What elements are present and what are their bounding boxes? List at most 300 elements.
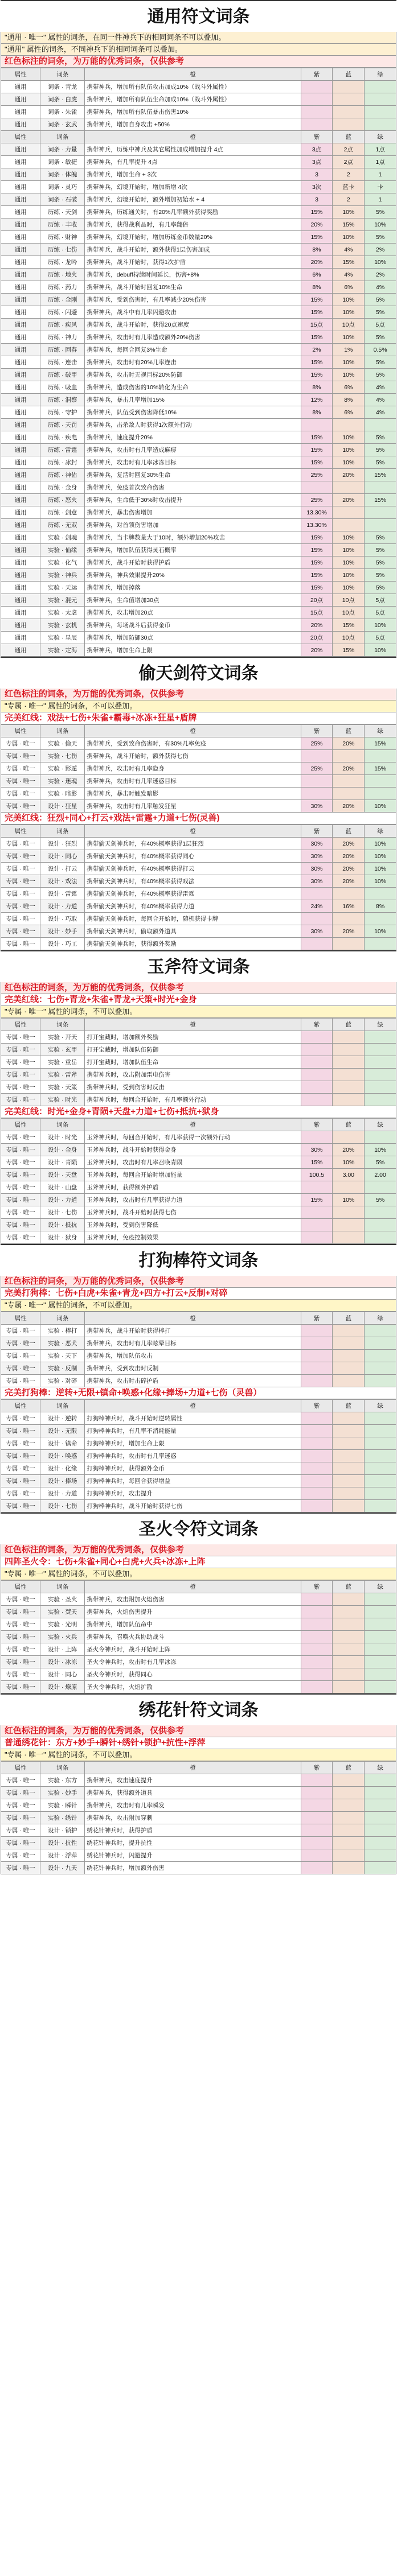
section-note: 完美红线：时光+金身+青陨+天盘+力道+七伤+抵抗+狱身: [1, 1106, 396, 1118]
desc-cell: 携带神兵，增加生命 + 3次: [85, 168, 301, 181]
entry-cell: 实验 · 东方: [40, 1774, 85, 1787]
table-row: [1, 1606, 396, 1618]
table-row: [1, 1131, 396, 1144]
desc-cell: 玉斧神兵时，攻击时有几率召唤青陨: [85, 1156, 301, 1169]
value-cell: 5%: [365, 306, 396, 319]
desc-cell: 打狗棒神兵时，有几率不消耗能量: [85, 1425, 301, 1437]
table-row: [1, 356, 396, 369]
value-cell: [333, 938, 365, 950]
desc-cell: 携带神兵，历练中神兵及其它属性加成增加提升 4点: [85, 143, 301, 156]
value-cell: 20%: [333, 1144, 365, 1156]
entry-cell: 设计 · 青陨: [40, 1156, 85, 1169]
value-cell: 卡: [365, 181, 396, 193]
value-cell: [365, 1337, 396, 1350]
desc-cell: 绣花针神兵时，获得护盾: [85, 1824, 301, 1837]
table-row: [1, 1219, 396, 1231]
value-cell: [333, 1181, 365, 1194]
value-cell: [333, 1787, 365, 1799]
table-header-row: [1, 1019, 396, 1031]
entry-cell: 实验 · 七伤: [40, 750, 85, 763]
value-cell: [333, 1375, 365, 1387]
entry-cell: 设计 · 燎原: [40, 1681, 85, 1693]
value-cell: 4%: [365, 394, 396, 406]
attr-cell: 通用: [1, 106, 40, 118]
value-cell: 5%: [365, 1194, 396, 1206]
attr-cell: 专属 · 唯一: [1, 737, 40, 750]
column-header: 紫: [301, 1581, 333, 1593]
desc-cell: 携带神兵时，每回合开始时，有几率额外行动: [85, 1094, 301, 1106]
desc-cell: 携带神兵，暴击时触发暗影: [85, 788, 301, 800]
desc-cell: 携带神兵，增加防御30点: [85, 632, 301, 644]
table-row: [1, 1325, 396, 1337]
value-cell: 6%: [301, 269, 333, 281]
column-header: 绿: [365, 825, 396, 838]
value-cell: [301, 1631, 333, 1643]
value-cell: [365, 1069, 396, 1081]
value-cell: 10%: [333, 557, 365, 569]
value-cell: [365, 1681, 396, 1693]
table-row: [1, 582, 396, 594]
attr-cell: 专属 · 唯一: [1, 1606, 40, 1618]
entry-cell: 设计 · 金身: [40, 1144, 85, 1156]
table-row: [1, 519, 396, 531]
table-row: [1, 168, 396, 181]
entry-cell: 设计 · 妙手: [40, 925, 85, 938]
table-row: [1, 1350, 396, 1362]
value-cell: 16%: [333, 900, 365, 913]
column-header: 绿: [365, 68, 396, 81]
value-cell: 10%: [365, 256, 396, 269]
value-cell: [365, 1606, 396, 1618]
section-note: 普通绣花针：东方+妙手+瞬针+绣针+锁护+抗性+浮萍: [1, 1737, 396, 1749]
desc-cell: 圣火令神兵时，获得同心: [85, 1668, 301, 1681]
value-cell: [333, 1450, 365, 1462]
attr-cell: 通用: [1, 607, 40, 619]
attr-cell: 通用: [1, 118, 40, 131]
value-cell: [301, 1362, 333, 1375]
attr-cell: 通用: [1, 331, 40, 344]
entry-cell: 历练 · 闪避: [40, 306, 85, 319]
entry-cell: 历练 · 怒火: [40, 494, 85, 506]
table-header-row: [1, 1762, 396, 1774]
table-row: [1, 306, 396, 319]
entry-cell: 历练 · 疾电: [40, 431, 85, 444]
desc-cell: 携带神兵，攻击速度提升: [85, 1774, 301, 1787]
column-header: 紫: [301, 1762, 333, 1774]
value-cell: [365, 481, 396, 494]
table-row: [1, 369, 396, 381]
value-cell: [301, 419, 333, 431]
section-note: 红色标注的词条，为万能的优秀词条，仅供参考: [1, 56, 396, 68]
value-cell: [333, 1031, 365, 1044]
rune-section: [1, 1512, 396, 1693]
value-cell: [365, 1031, 396, 1044]
desc-cell: 携带神兵，造成伤害的10%转化为生命: [85, 381, 301, 394]
desc-cell: 携带神兵，战斗开始时，获得20点速度: [85, 319, 301, 331]
table-row: [1, 193, 396, 206]
attr-cell: 通用: [1, 294, 40, 306]
column-header: 蓝: [333, 825, 365, 838]
desc-cell: 携带神兵，增加所有队伍暴击伤害10%: [85, 106, 301, 118]
value-cell: [333, 1475, 365, 1487]
attr-cell: 专属 · 唯一: [1, 1668, 40, 1681]
value-cell: [365, 788, 396, 800]
entry-cell: 实验 · 瞬针: [40, 1799, 85, 1812]
table-row: [1, 1156, 396, 1169]
entry-cell: 设计 · 巧取: [40, 913, 85, 925]
value-cell: 5%: [365, 431, 396, 444]
table-row: [1, 863, 396, 875]
attr-cell: 专属 · 唯一: [1, 1094, 40, 1106]
column-header: 蓝: [333, 1581, 365, 1593]
table-row: [1, 900, 396, 913]
column-header: 属性: [1, 725, 40, 737]
attr-cell: 通用: [1, 81, 40, 93]
desc-cell: 打狗棒神兵时，获得额外金币: [85, 1462, 301, 1475]
value-cell: [301, 1668, 333, 1681]
attr-cell: 通用: [1, 219, 40, 231]
desc-cell: 携带偷天剑神兵时，有40%概率获得打云: [85, 863, 301, 875]
table-row: [1, 1169, 396, 1181]
attr-cell: 专属 · 唯一: [1, 1487, 40, 1500]
value-cell: [301, 1462, 333, 1475]
value-cell: [301, 1787, 333, 1799]
value-cell: 15点: [301, 607, 333, 619]
column-header: 紫: [301, 825, 333, 838]
value-cell: 8%: [301, 381, 333, 394]
attr-cell: 通用: [1, 431, 40, 444]
value-cell: 8%: [301, 281, 333, 294]
value-cell: [333, 1606, 365, 1618]
value-cell: 13.30%: [301, 506, 333, 519]
value-cell: [301, 1325, 333, 1337]
attr-cell: 专属 · 唯一: [1, 1500, 40, 1512]
section-note: 红色标注的词条，为万能的优秀词条，仅供参考: [1, 1725, 396, 1737]
value-cell: 10%: [365, 925, 396, 938]
table-row: [1, 219, 396, 231]
entry-cell: 设计 · 锁护: [40, 1824, 85, 1837]
value-cell: [365, 1044, 396, 1056]
value-cell: [365, 1181, 396, 1194]
column-header: 橙: [85, 725, 301, 737]
value-cell: [333, 1593, 365, 1606]
table-row: [1, 1194, 396, 1206]
value-cell: 10%: [365, 863, 396, 875]
value-cell: [333, 118, 365, 131]
section-note: 红色标注的词条，为万能的优秀词条，仅供参考: [1, 982, 396, 994]
value-cell: [333, 1081, 365, 1094]
value-cell: 15%: [301, 294, 333, 306]
value-cell: [333, 888, 365, 900]
table-row: [1, 456, 396, 469]
table-row: [1, 1824, 396, 1837]
table-row: [1, 181, 396, 193]
value-cell: 20%: [333, 925, 365, 938]
table-row: [1, 531, 396, 544]
value-cell: 15%: [301, 331, 333, 344]
value-cell: [301, 1412, 333, 1425]
table-row: [1, 619, 396, 632]
value-cell: 10%: [365, 219, 396, 231]
value-cell: 12%: [301, 394, 333, 406]
desc-cell: 携带神兵，生命值增加30点: [85, 594, 301, 607]
value-cell: [365, 106, 396, 118]
table-row: [1, 1069, 396, 1081]
value-cell: 20%: [333, 469, 365, 481]
desc-cell: 携带神兵，对首领伤害增加: [85, 519, 301, 531]
value-cell: 10%: [333, 206, 365, 219]
desc-cell: 打狗棒神兵时，攻击提升: [85, 1487, 301, 1500]
table-row: [1, 118, 396, 131]
value-cell: 10%: [333, 569, 365, 582]
table-row: [1, 1787, 396, 1799]
column-header: 蓝: [333, 1119, 365, 1131]
attr-cell: 通用: [1, 582, 40, 594]
value-cell: [333, 419, 365, 431]
attr-cell: 专属 · 唯一: [1, 1069, 40, 1081]
table-row: [1, 1337, 396, 1350]
section-note: "通用" 属性的词条，不同神兵下的相同词条可以叠加。: [1, 44, 396, 56]
value-cell: 20点: [301, 632, 333, 644]
table-row: [1, 406, 396, 419]
value-cell: 30%: [301, 838, 333, 850]
desc-cell: 携带神兵，当卡牌数量大于10时，额外增加20%攻击: [85, 531, 301, 544]
value-cell: 10点: [333, 594, 365, 607]
entry-cell: 设计 · 同心: [40, 850, 85, 863]
entry-cell: 历练 · 冰封: [40, 456, 85, 469]
table-row: [1, 244, 396, 256]
attr-cell: 专属 · 唯一: [1, 925, 40, 938]
desc-cell: 携带神兵，队伍受到伤害降低10%: [85, 406, 301, 419]
value-cell: [333, 775, 365, 788]
section-note: "专属 · 唯一" 属性的词条，不可以叠加。: [1, 1568, 396, 1580]
table-row: [1, 1681, 396, 1693]
value-cell: [301, 1437, 333, 1450]
attr-cell: 通用: [1, 619, 40, 632]
value-cell: 4%: [333, 269, 365, 281]
value-cell: [333, 788, 365, 800]
attr-cell: 专属 · 唯一: [1, 1375, 40, 1387]
table-row: [1, 594, 396, 607]
value-cell: 15%: [301, 557, 333, 569]
table-row: [1, 419, 396, 431]
entry-cell: 历练 · 雷霆: [40, 444, 85, 456]
desc-cell: 携带神兵，战斗开始时，额外获得1层伤害加成: [85, 244, 301, 256]
entry-cell: 实验 · 暗影: [40, 788, 85, 800]
value-cell: [365, 1824, 396, 1837]
table-row: [1, 938, 396, 950]
value-cell: 10%: [333, 331, 365, 344]
attr-cell: 通用: [1, 356, 40, 369]
attr-cell: 专属 · 唯一: [1, 1837, 40, 1849]
value-cell: 20点: [301, 594, 333, 607]
attr-cell: 专属 · 唯一: [1, 1643, 40, 1656]
rune-section: [1, 813, 396, 950]
rune-table: [1, 1399, 396, 1512]
value-cell: 15%: [301, 569, 333, 582]
column-header: 词条: [40, 1581, 85, 1593]
attr-cell: 通用: [1, 594, 40, 607]
value-cell: 25%: [301, 494, 333, 506]
attr-cell: 通用: [1, 644, 40, 657]
value-cell: [301, 788, 333, 800]
entry-cell: 设计 · 狱身: [40, 1231, 85, 1244]
value-cell: 3: [301, 168, 333, 181]
attr-cell: 通用: [1, 557, 40, 569]
table-row: [1, 888, 396, 900]
attr-cell: 通用: [1, 193, 40, 206]
value-cell: [365, 1643, 396, 1656]
rune-table: [1, 1312, 396, 1387]
entry-cell: 实验 · 天运: [40, 582, 85, 594]
table-row: [1, 1837, 396, 1849]
column-header: 属性: [1, 1119, 40, 1131]
value-cell: 5点: [365, 632, 396, 644]
table-row: [1, 1094, 396, 1106]
table-row: [1, 1631, 396, 1643]
desc-cell: 携带神兵，暴击几率增加15%: [85, 394, 301, 406]
value-cell: [301, 1849, 333, 1862]
value-cell: 15%: [301, 369, 333, 381]
value-cell: 8%: [301, 244, 333, 256]
value-cell: 3次: [301, 181, 333, 193]
table-row: [1, 1849, 396, 1862]
column-header: 蓝: [333, 1312, 365, 1325]
desc-cell: 携带神兵，击杀敌人时获得1次额外行动: [85, 419, 301, 431]
column-header: 词条: [40, 725, 85, 737]
entry-cell: 实验 · 玄甲: [40, 1044, 85, 1056]
value-cell: 15%: [301, 456, 333, 469]
value-cell: [301, 1500, 333, 1512]
value-cell: 2: [333, 193, 365, 206]
section-note: 完美打狗棒：七伤+白虎+朱雀+青龙+四方+打云+反制+对碎: [1, 1288, 396, 1300]
entry-cell: 实验 · 迷魂: [40, 775, 85, 788]
table-row: [1, 838, 396, 850]
desc-cell: 携带神兵，幻境开始时，增加新增 4次: [85, 181, 301, 193]
desc-cell: 玉斧神兵时，受到伤害降低: [85, 1219, 301, 1231]
attr-cell: 专属 · 唯一: [1, 1144, 40, 1156]
attr-cell: 专属 · 唯一: [1, 1131, 40, 1144]
value-cell: 20%: [333, 737, 365, 750]
value-cell: [301, 1094, 333, 1106]
attr-cell: 专属 · 唯一: [1, 1824, 40, 1837]
entry-cell: 词条 · 石破: [40, 193, 85, 206]
entry-cell: 实验 · 时光: [40, 1094, 85, 1106]
entry-cell: 实验 · 重岳: [40, 1056, 85, 1069]
section-title: 圣火令符文词条: [1, 1512, 396, 1544]
attr-cell: 专属 · 唯一: [1, 1219, 40, 1231]
entry-cell: 实验 · 绣针: [40, 1812, 85, 1824]
value-cell: 1点: [365, 143, 396, 156]
attr-cell: 通用: [1, 244, 40, 256]
value-cell: 4%: [365, 381, 396, 394]
value-cell: 10%: [365, 850, 396, 863]
entry-cell: 设计 · 逆转: [40, 1412, 85, 1425]
value-cell: 4%: [333, 244, 365, 256]
table-row: [1, 131, 396, 143]
desc-cell: 携带偷天剑神兵时，有40%概率获得力道: [85, 900, 301, 913]
desc-cell: 携带神兵时，受到伤害时反击: [85, 1081, 301, 1094]
value-cell: [365, 1799, 396, 1812]
entry-cell: 实验 · 反制: [40, 1362, 85, 1375]
desc-cell: 携带神兵，增加掉落: [85, 582, 301, 594]
attr-cell: 专属 · 唯一: [1, 800, 40, 813]
value-cell: [333, 1362, 365, 1375]
section-note: 完美打狗棒：逆转+无限+镇命+唤惑+化缘+捧场+力道+七伤（灵兽）: [1, 1387, 396, 1399]
attr-cell: 通用: [1, 306, 40, 319]
column-header: 绿: [365, 725, 396, 737]
value-cell: 13.30%: [301, 519, 333, 531]
value-cell: [301, 1350, 333, 1362]
desc-cell: 打开宝藏时，增加额外奖励: [85, 1031, 301, 1044]
attr-cell: 通用: [1, 344, 40, 356]
value-cell: 10%: [365, 644, 396, 657]
desc-cell: 携带神兵，攻击时有几率造成额外20%伤害: [85, 331, 301, 344]
attr-cell: 专属 · 唯一: [1, 1681, 40, 1693]
value-cell: [333, 1849, 365, 1862]
value-cell: 30%: [301, 875, 333, 888]
table-header-row: [1, 1400, 396, 1412]
entry-cell: 设计 · 狂烈: [40, 838, 85, 850]
column-header: 绿: [365, 1312, 396, 1325]
value-cell: [365, 1487, 396, 1500]
entry-cell: 历练 · 金身: [40, 481, 85, 494]
value-cell: [365, 1812, 396, 1824]
value-cell: 5%: [365, 294, 396, 306]
table-row: [1, 394, 396, 406]
value-cell: [365, 1462, 396, 1475]
attr-cell: 通用: [1, 206, 40, 219]
value-cell: 2%: [365, 269, 396, 281]
column-header: 词条: [40, 1312, 85, 1325]
column-header: 属性: [1, 1312, 40, 1325]
entry-cell: 设计 · 捧场: [40, 1475, 85, 1487]
desc-cell: 携带神兵，幻境开始时，增加历练金币数量20%: [85, 231, 301, 244]
table-row: [1, 750, 396, 763]
entry-cell: 历练 · 回春: [40, 344, 85, 356]
entry-cell: 设计 · 抗性: [40, 1837, 85, 1849]
table-row: [1, 763, 396, 775]
desc-cell: 携带神兵，获得额外道具: [85, 1787, 301, 1799]
desc-cell: 携带神兵，有几率提升 4点: [85, 156, 301, 168]
desc-cell: 携带偷天剑神兵时，每回合开始时，随机获得卡牌: [85, 913, 301, 925]
desc-cell: 携带神兵，受到伤害时，有几率减少20%伤害: [85, 294, 301, 306]
column-header: 词条: [40, 1019, 85, 1031]
column-header: 属性: [1, 1019, 40, 1031]
entry-cell: 历练 · 疾风: [40, 319, 85, 331]
value-cell: 8%: [365, 900, 396, 913]
table-row: [1, 1031, 396, 1044]
entry-cell: 实验 · 天策: [40, 1081, 85, 1094]
value-cell: [365, 913, 396, 925]
table-row: [1, 788, 396, 800]
value-cell: [365, 1787, 396, 1799]
desc-cell: 玉斧神兵时，攻击时有几率获得力道: [85, 1194, 301, 1206]
attr-cell: 专属 · 唯一: [1, 1799, 40, 1812]
value-cell: 5%: [365, 369, 396, 381]
value-cell: [333, 481, 365, 494]
value-cell: 5%: [365, 456, 396, 469]
value-cell: [365, 1593, 396, 1606]
entry-cell: 词条 · 朱雀: [40, 106, 85, 118]
value-cell: 3: [301, 193, 333, 206]
value-cell: 5%: [365, 444, 396, 456]
section-title: 玉斧符文词条: [1, 950, 396, 982]
desc-cell: 携带偷天剑神兵时，有40%概率获得戏法: [85, 875, 301, 888]
entry-cell: 历练 · 药力: [40, 281, 85, 294]
column-header: 橙: [85, 1400, 301, 1412]
entry-cell: 实验 · 火兵: [40, 1631, 85, 1643]
